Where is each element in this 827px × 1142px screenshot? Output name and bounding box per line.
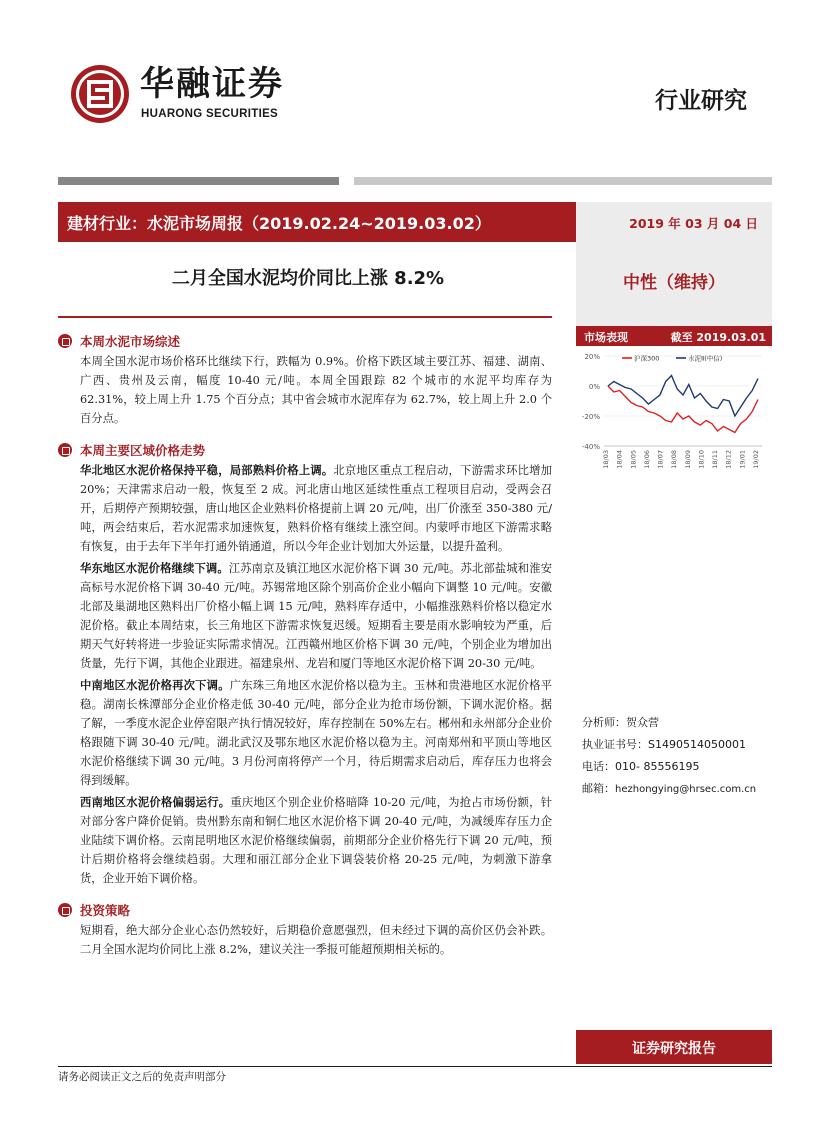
report-footer-band xyxy=(576,1030,772,1064)
analyst-name-row xyxy=(582,712,772,734)
headline-rule xyxy=(58,316,552,318)
chart-y-tick-label: -20% xyxy=(581,413,600,421)
chart-x-tick-label: 18/08 xyxy=(670,450,679,469)
chart-x-tick-label: 19/02 xyxy=(752,450,760,469)
analyst-cert-label: 执业证书号： xyxy=(582,738,648,751)
analyst-phone-row xyxy=(582,756,772,778)
section-heading xyxy=(58,899,552,921)
report-date: 2019 年 03 月 04 日 xyxy=(629,216,758,231)
headline: 二月全国水泥均价同比上涨 8.2% xyxy=(171,268,445,289)
paragraph-lead: 西南地区水泥价格偏弱运行。 xyxy=(80,796,231,809)
section-title: 投资策略 xyxy=(80,903,131,918)
main-content xyxy=(58,326,552,962)
paragraph-text: 短期看，绝大部分企业心态仍然较好，后期稳价意愿强烈，但未经过下调的高价区仍会补跌。二月全国水泥均价同比上涨 8.2%，建议关注一季报可能超预期相关标的。 xyxy=(80,924,552,956)
section-heading xyxy=(58,439,552,461)
analyst-email[interactable]: hezhongying@hrsec.com.cn xyxy=(615,784,757,795)
chart-x-tick-label: 18/06 xyxy=(642,450,651,469)
chart-x-tick-label: 18/05 xyxy=(629,450,638,469)
paragraph-text: 本周全国水泥市场价格环比继续下行，跌幅为 0.9%。价格下跌区域主要江苏、福建、湖南、广西、贵州及云南，幅度 10-40 元/吨。本周全国跟踪 82 个城市的水泥平均库存为 62.31%，较上周上升 1.75 个百分点；其中省会城市水泥库存为 62.7%，较上周上升 2.0 个百分点。 xyxy=(80,355,552,425)
chart-as-of-date: 截至 2019.03.01 xyxy=(670,331,766,344)
paragraph-text: 重庆地区个别企业价格暗降 10-20 元/吨，为抢占市场份额，针对部分客户降价促销。贵州黔东南和铜仁地区水泥价格下调 20-40 元/吨，为减缓库存压力企业陆续下调价格。云南昆明地区水泥价格继续偏弱，前期部分企业价格先行下调 20 元/吨，预计后期价格将会继续趋弱。大理和丽江部分企业下调袋装价格 20-25 元/吨，为刺激下游拿货，企业开始下调价格。 xyxy=(80,796,552,885)
chart-x-tick-label: 18/04 xyxy=(615,450,624,469)
chart-x-tick-label: 19/01 xyxy=(738,450,747,469)
analyst-cert: S1490514050001 xyxy=(648,738,746,751)
section-bullet-icon xyxy=(58,443,72,457)
report-date-band xyxy=(576,202,772,242)
section-title: 本周主要区域价格走势 xyxy=(80,443,206,458)
chart-plot xyxy=(576,348,772,476)
chart-x-tick-label: 18/03 xyxy=(602,450,610,469)
market-performance-chart xyxy=(576,326,772,476)
footer-rule xyxy=(58,1066,772,1067)
analyst-email-row xyxy=(582,778,772,801)
chart-x-tick-label: 18/09 xyxy=(683,450,692,469)
report-title-band xyxy=(58,202,576,242)
analyst-name-label: 分析师： xyxy=(582,716,626,729)
paragraph-text: 北京地区重点工程启动，下游需求环比增加 20%；天津需求启动一般，恢复至 2 成。河北唐山地区延续性重点工程项目启动，受两会召开，后期停产预期较强，唐山地区企业熟料价格提前上调 20 元/吨，出厂价涨至 350-380 元/吨，两会结束后，若水泥需求加速恢复，熟料价格有继续上涨空间。内蒙呼市地区下游需求略有恢复，由于去年下半年打通外销通道，所以今年企业计划加大外运量，以提升盈利。 xyxy=(80,464,552,553)
disclaimer: 请务必阅读正文之后的免责声明部分 xyxy=(58,1071,226,1083)
analyst-info xyxy=(582,712,772,801)
report-title: 建材行业：水泥市场周报（2019.02.24~2019.03.02） xyxy=(67,214,491,233)
chart-y-tick-label: 20% xyxy=(584,353,600,361)
paragraph xyxy=(80,461,552,556)
chart-series-line xyxy=(608,376,758,417)
paragraph xyxy=(80,559,552,673)
brand-name-cn: 华融证券 xyxy=(140,64,284,104)
header-divider-dark xyxy=(58,177,339,185)
section-bullet-icon xyxy=(58,334,72,348)
analyst-phone: 010- 85556195 xyxy=(615,760,700,773)
paragraph-text: 江苏南京及镇江地区水泥价格下调 30 元/吨。苏北部盐城和淮安高标号水泥价格下调 30-40 元/吨。苏锡常地区除个别高价企业小幅向下调整 10 元/吨。安徽北部及巢湖地区熟料出厂价格小幅上调 15 元/吨，熟料库存适中，小幅推涨熟料价格以稳定水泥价格。截止本周结束，长三角地区下游需求恢复迟缓。短期看主要是雨水影响较为严重，后期天气好转将进一步验证实际需求情况。江西赣州地区价格下调 30 元/吨，个别企业为增加出货量，先行下调，其他企业跟进。福建泉州、龙岩和厦门等地区水泥价格下调 20-30 元/吨。 xyxy=(80,562,552,670)
analyst-phone-label: 电话： xyxy=(582,760,615,773)
chart-x-tick-label: 18/07 xyxy=(656,450,665,469)
huarong-logo-icon xyxy=(70,64,130,124)
chart-header xyxy=(576,326,772,346)
header-divider-light xyxy=(354,177,772,185)
chart-legend-label: 沪深300 xyxy=(634,354,660,363)
paragraph xyxy=(80,793,552,888)
section-bullet-icon xyxy=(58,903,72,917)
paragraph-lead: 中南地区水泥价格再次下调。 xyxy=(80,679,230,692)
chart-x-tick-label: 18/11 xyxy=(711,450,720,469)
chart-y-tick-label: 0% xyxy=(588,383,600,391)
section-title: 本周水泥市场综述 xyxy=(80,334,181,349)
analyst-cert-row xyxy=(582,734,772,756)
paragraph-lead: 华北地区水泥价格保持平稳，局部熟料价格上调。 xyxy=(80,464,334,477)
chart-legend-label: 水泥Ⅱ(中信) xyxy=(688,354,723,363)
paragraph xyxy=(80,676,552,790)
brand-name-en: HUARONG SECURITIES xyxy=(141,108,279,120)
chart-y-tick-label: -40% xyxy=(581,443,600,451)
paragraph xyxy=(80,921,552,959)
report-type: 行业研究 xyxy=(655,88,747,114)
analyst-name: 贺众营 xyxy=(626,716,659,729)
analyst-email-label: 邮箱： xyxy=(582,782,615,795)
report-footer-label: 证券研究报告 xyxy=(632,1041,716,1057)
rating: 中性（维持） xyxy=(623,273,725,293)
chart-header-label: 市场表现 xyxy=(584,331,628,344)
chart-series-line xyxy=(608,386,758,433)
chart-x-tick-label: 18/10 xyxy=(697,450,706,469)
chart-x-tick-label: 18/12 xyxy=(724,450,733,469)
paragraph-text: 广东珠三角地区水泥价格以稳为主。玉林和贵港地区水泥价格平稳。湖南长株潭部分企业价格走低 30-40 元/吨，部分企业为抢市场份额，下调水泥价格。据了解，一季度水泥企业停窑限产执行情况较好，库存控制在 50%左右。郴州和永州部分企业价格跟随下调 30-40 元/吨。湖北武汉及鄂东地区水泥价格以稳为主。河南郑州和平顶山等地区水泥价格继续下调 30 元/吨。3 月份河南将停产一个月，待后期需求启动后，库存压力也将会得到缓解。 xyxy=(80,679,552,787)
paragraph xyxy=(80,352,552,428)
section-heading xyxy=(58,330,552,352)
paragraph-lead: 华东地区水泥价格继续下调。 xyxy=(80,562,229,575)
